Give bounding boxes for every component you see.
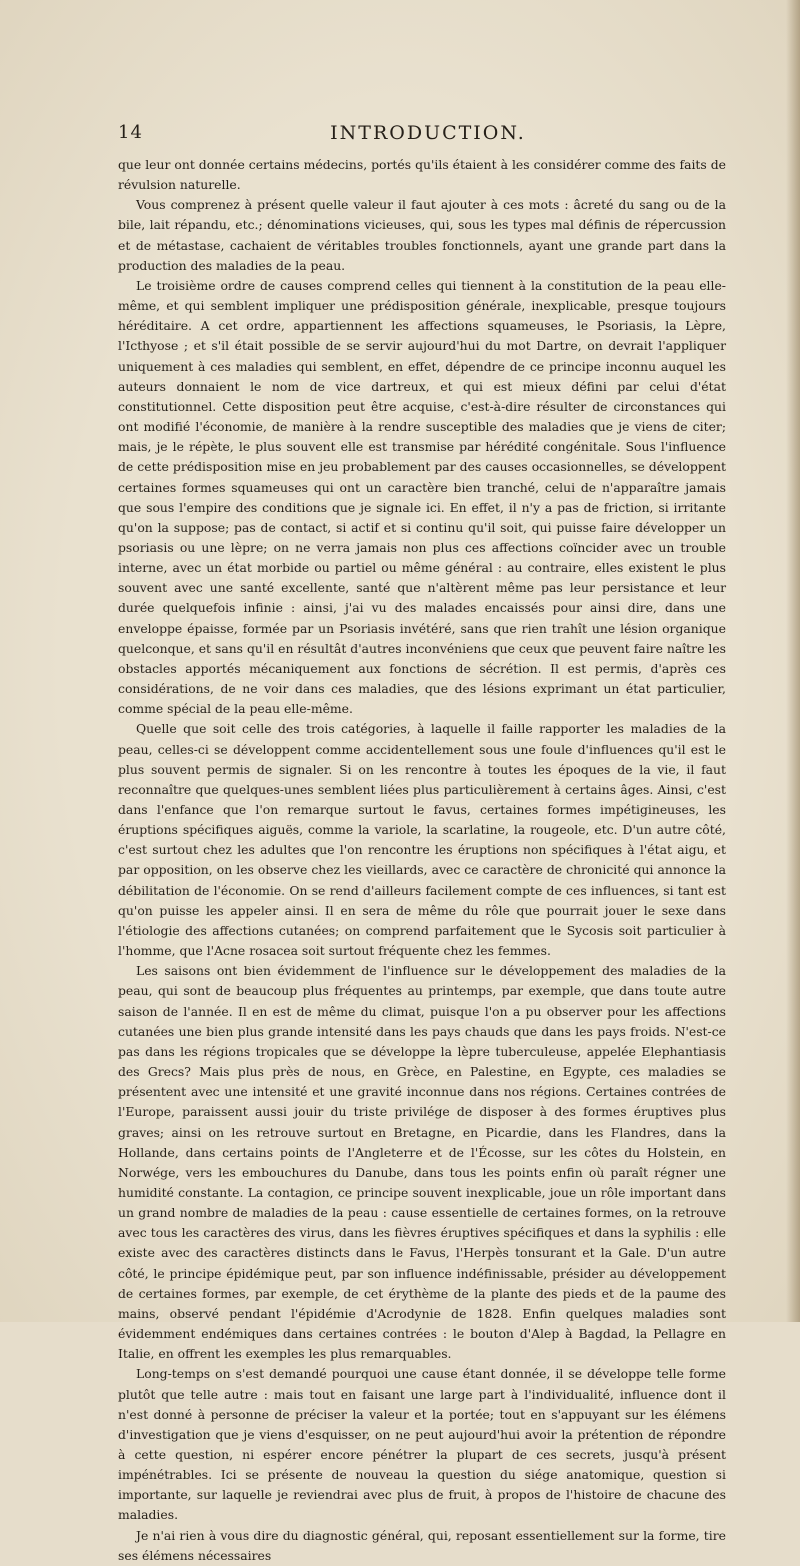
page-edge-shadow xyxy=(786,0,800,1322)
paragraph-third-order-causes: Le troisième ordre de causes comprend celles qui tiennent à la constitution de la peau elle-même, et qui semblent impliquer une prédisposition générale, inexplicable, presque toujours héréditaire. A cet ordre, appartiennent les affections squameuses, le Psoriasis, la Lèpre, l'Icthyose ; et s'il était possible de se servir aujourd'hui du mot Dartre, on devrait l'appliquer uniquement à ces maladies qui semblent, en effet, dépendre de ce principe inconnu auquel les auteurs donnaient le nom de vice dartreux, et qui est mieux défini par celui d'état constitutionnel. Cette disposition peut être acquise, c'est-à-dire résulter de circonstances qui ont modifié l'économie, de manière à la rendre susceptible des maladies que je viens de citer; mais, je le répète, le plus souvent elle est transmise par hérédité congénitale. Sous l'influence de cette prédisposition mise en jeu probablement par des causes occasionnelles, se développent certaines formes squameuses qui ont un caractère bien tranché, celui de n'apparaître jamais que sous l'empire des conditions que je signale ici. En effet, il n'y a pas de friction, si irritante qu'on la suppose; pas de contact, si actif et si continu qu'il soit, qui puisse faire développer un psoriasis ou une lèpre; on ne verra jamais non plus ces affections coïncider avec un trouble interne, avec un état morbide ou partiel ou même général : au contraire, elles existent le plus souvent avec une santé excellente, santé que n'altèrent même pas leur persistance et leur durée quelquefois infinie : ainsi, j'ai vu des malades encaissés pour ainsi dire, dans une enveloppe épaisse, formée par un Psoriasis invétéré, sans que rien trahît une lésion organique quelconque, et sans qu'il en résultât d'autres inconvéniens que ceux que peuvent faire naître les obstacles apportés mécaniquement aux fonctions de sécrétion. Il est permis, d'après ces considérations, de ne voir dans ces maladies, que des lésions exprimant un état particulier, comme spécial de la peau elle-même. xyxy=(118,277,727,717)
running-title: INTRODUCTION. xyxy=(330,122,526,144)
paragraph-individuality: Long-temps on s'est demandé pourquoi une cause étant donnée, il se développe telle forme plutôt que telle autre : mais tout en faisant une large part à l'individualité, influence dont il n'est donné à personne de préciser la valeur et la portée; tout en s'appuyant sur les élémens d'investigation que je viens d'esquisser, on ne peut aujourd'hui avoir la prétention de répondre à cette question, ni espérer encore pénétrer la plupart de ces secrets, jusqu'à présent impénétrables. Ici se présente de nouveau la question du siége anatomique, question si importante, sur laquelle je reviendrai avec plus de fruit, à propos de l'histoire de chacune des maladies. xyxy=(118,1366,726,1523)
paragraph-continued: que leur ont donnée certains médecins, portés qu'ils étaient à les considérer comme des faits de révulsion naturelle. xyxy=(118,157,726,193)
paragraph-diagnostic: Je n'ai rien à vous dire du diagnostic général, qui, reposant essentiellement sur la forme, tire ses élémens nécessaires xyxy=(118,1527,726,1563)
paragraph-seasons-climate: Les saisons ont bien évidemment de l'influence sur le développement des maladies de la peau, qui sont de beaucoup plus fréquentes au printemps, par exemple, que dans toute autre saison de l'année. Il en est de même du climat, puisque l'on a pu observer pour les affections cutanées une bien plus grande intensité dans les pays chauds que dans les pays froids. N'est-ce pas dans les régions tropicales que se développe la lèpre tuberculeuse, appelée Elephantiasis des Grecs? Mais plus près de nous, en Grèce, en Palestine, en Egypte, ces maladies se présentent avec une intensité et une gravité inconnue dans nos régions. Certaines contrées de l'Europe, paraissent aussi jouir du triste privilége de disposer à des formes éruptives plus graves; ainsi on les retrouve surtout en Bretagne, en Picardie, dans les Flandres, dans la Hollande, dans certains points de l'Angleterre et de l'Écosse, sur les côtes du Holstein, en Norwége, vers les embouchures du Danube, dans tous les points enfin où paraît régner une humidité constante. La contagion, ce principe souvent inexplicable, joue un rôle important dans un grand nombre de maladies de la peau : cause essentielle de certaines formes, on la retrouve avec tous les caractères des virus, dans les fièvres éruptives spécifiques et dans la syphilis : elle existe avec des caractères distincts dans le Favus, l'Herpès tonsurant et la Gale. D'un autre côté, le principe épidémique peut, par son influence indéfinissable, présider au développement de certaines formes, par exemple, de cet érythème de la plante des pieds et de la paume des mains, observé pendant l'épidémie d'Acrodynie de 1828. Enfin quelques maladies sont évidemment endémiques dans certaines contrées : le bouton d'Alep à Bagdad, la Pellagre en Italie, en offrent les exemples les plus remarquables. xyxy=(118,963,726,1362)
body-text xyxy=(118,155,726,1566)
running-head xyxy=(118,122,726,146)
paragraph-denominations: Vous comprenez à présent quelle valeur il faut ajouter à ces mots : âcreté du sang ou de la bile, lait répandu, etc.; dénominations vicieuses, qui, sous les types mal définis de répercussion et de métastase, cachaient de véritables troubles fonctionnels, ayant une grande part dans la production des maladies de la peau. xyxy=(118,197,726,273)
page-number: 14 xyxy=(118,122,143,143)
paragraph-categories-ages: Quelle que soit celle des trois catégories, à laquelle il faille rapporter les maladies de la peau, celles-ci se développent comme accidentellement sous une foule d'influences qu'il est le plus souvent permis de signaler. Si on les rencontre à toutes les époques de la vie, il faut reconnaître que quelques-unes semblent liées plus particulièrement à certains âges. Ainsi, c'est dans l'enfance que l'on remarque surtout le favus, certaines formes impétigineuses, les éruptions spécifiques aiguës, comme la variole, la scarlatine, la rougeole, etc. D'un autre côté, c'est surtout chez les adultes que l'on rencontre les éruptions non spécifiques à l'état aigu, et par opposition, on les observe chez les vieillards, avec ce caractère de chronicité qui annonce la débilitation de l'économie. On se rend d'ailleurs facilement compte de ces influences, si tant est qu'on puisse les appeler ainsi. Il en sera de même du rôle que pourrait jouer le sexe dans l'étiologie des affections cutanées; on comprend parfaitement que le Sycosis soit particulier à l'homme, que l'Acne rosacea soit surtout fréquente chez les femmes. xyxy=(118,721,726,959)
